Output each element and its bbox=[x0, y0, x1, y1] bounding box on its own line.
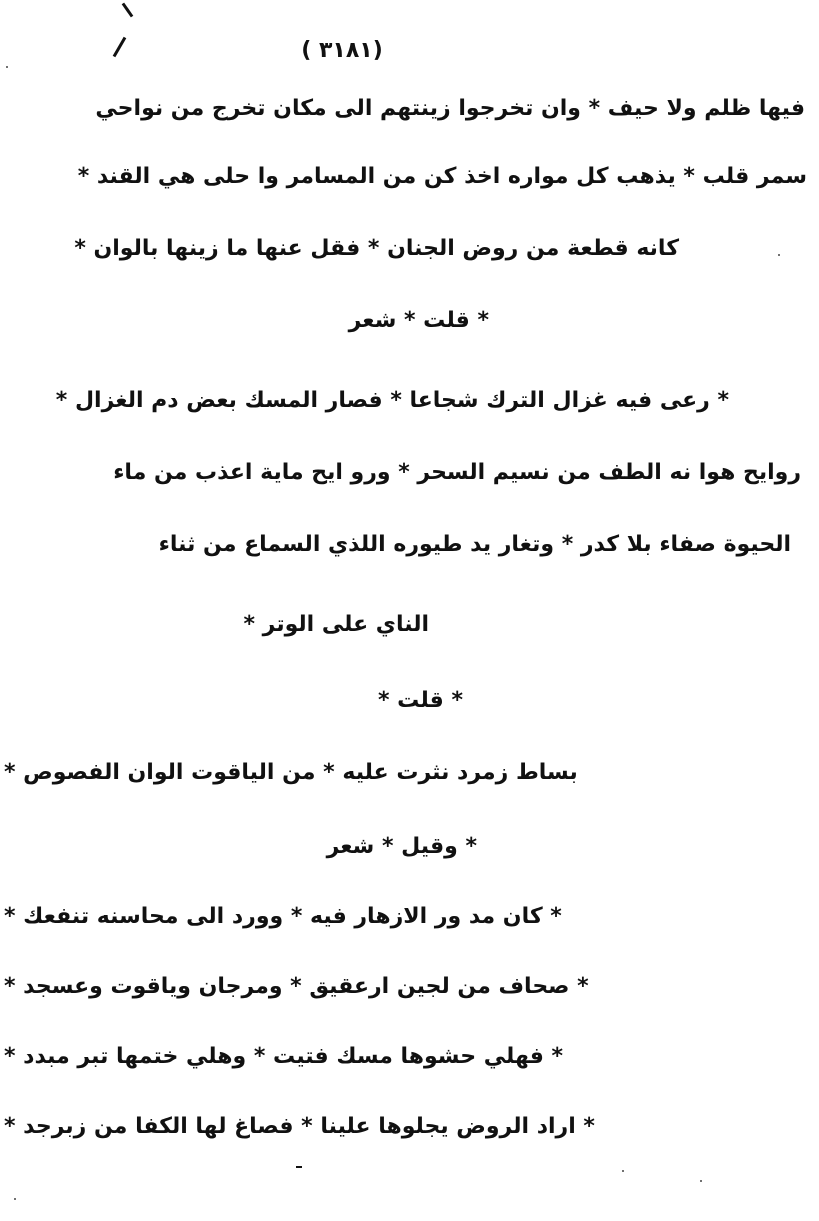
text-line-9: * قلت * bbox=[377, 688, 463, 713]
text-line-7: الحيوة صفاء بلا كدر * وتغار يد طيوره اللذي السماع من ثناء bbox=[158, 532, 791, 557]
text-line-5: * رعى فيه غزال الترك شجاعا * فصار المسك بعض دم الغزال * bbox=[55, 388, 729, 413]
text-line-3: كانه قطعة من روض الجنان * فقل عنها ما زينها بالوان * bbox=[74, 236, 679, 261]
scan-mark-top bbox=[122, 3, 134, 18]
text-line-10: بساط زمرد نثرت عليه * من الياقوت الوان الفصوص * bbox=[4, 760, 578, 785]
text-line-6: روايح هوا نه الطف من نسيم السحر * ورو ايح ماية اعذب من ماء bbox=[113, 460, 801, 485]
text-line-11: * وقيل * شعر bbox=[326, 834, 477, 859]
text-line-14: * فهلي حشوها مسك فتيت * وهلي ختمها تبر مبدد * bbox=[4, 1044, 564, 1069]
text-line-2: سمر قلب * يذهب كل مواره اخذ كن من المسامر وا حلى هي القند * bbox=[77, 164, 807, 189]
scan-mark-slash bbox=[113, 37, 127, 58]
text-line-1: فيها ظلم ولا حيف * وان تخرجوا زينتهم الى مكان تخرج من نواحي bbox=[95, 96, 805, 121]
scan-speck bbox=[14, 1198, 16, 1200]
text-line-15: * اراد الروض يجلوها علينا * فصاغ لها الكفا من زبرجد * bbox=[4, 1114, 595, 1139]
page-number: ( ٣١٨١) bbox=[301, 38, 383, 63]
text-line-13: * صحاف من لجين ارعقيق * ومرجان وياقوت وعسجد * bbox=[4, 974, 589, 999]
scan-mark-bottom bbox=[296, 1166, 302, 1168]
text-line-4: * قلت * شعر bbox=[348, 308, 489, 333]
scan-speck bbox=[700, 1180, 702, 1182]
scan-speck bbox=[6, 66, 8, 68]
text-line-8: الناي على الوتر * bbox=[243, 612, 429, 637]
text-line-12: * كان مد ور الازهار فيه * وورد الى محاسنه تنفعك * bbox=[4, 904, 562, 929]
scan-speck bbox=[778, 254, 780, 256]
scan-speck bbox=[622, 1170, 624, 1172]
